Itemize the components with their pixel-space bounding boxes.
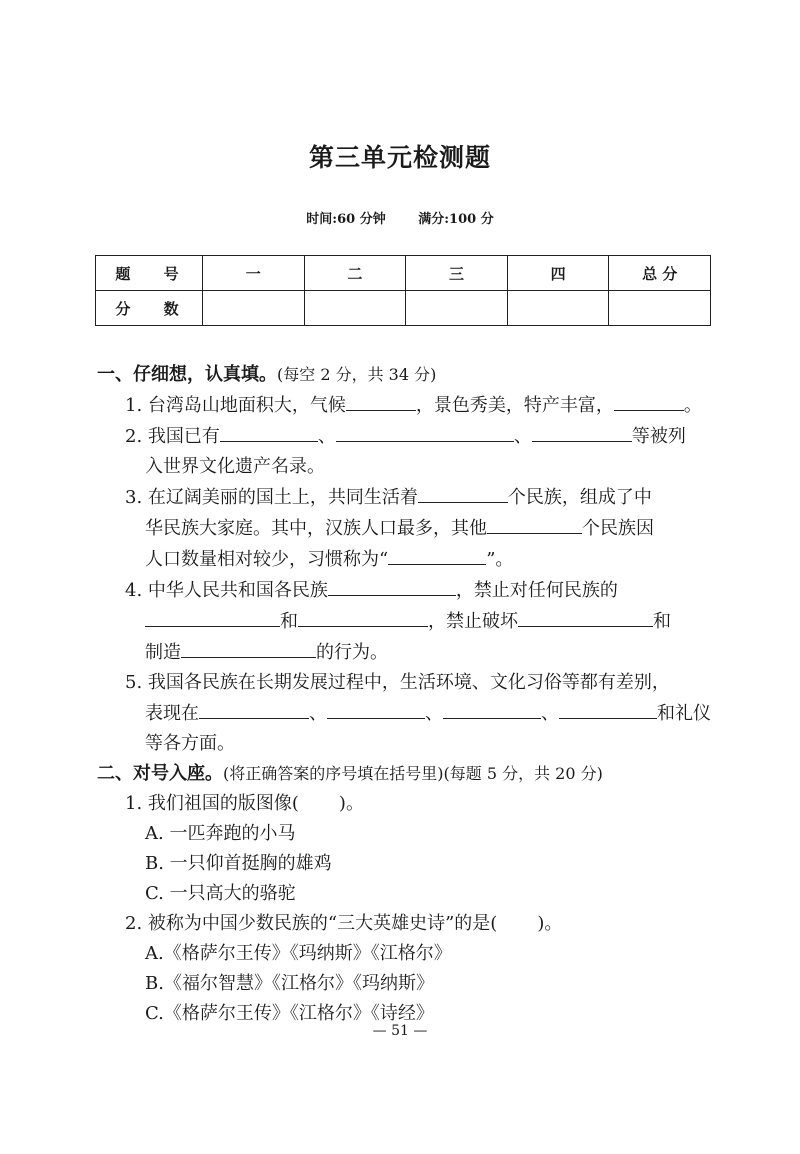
s2-q1-option-a: A. 一匹奔跑的小马	[145, 823, 296, 844]
s1-q5-text-e: 、	[541, 703, 559, 724]
s1-q4-cont1	[97, 606, 722, 637]
s1-q5-text-c: 、	[309, 703, 327, 724]
s2-q1	[97, 789, 722, 819]
s1-q4-text-g: 的行为。	[316, 642, 388, 663]
s1-q2-text-d: 等被列	[631, 426, 686, 447]
score-cell-total: 总 分	[609, 256, 711, 291]
answer-blank[interactable]	[298, 606, 428, 627]
score-cell-3: 三	[406, 256, 508, 291]
exam-meta	[0, 208, 800, 227]
s2-q2	[97, 909, 722, 939]
section2-note: (将正确答案的序号填在括号里)(每题 5 分，共 20 分)	[223, 764, 603, 783]
s1-q1-text-b: ，景色秀美，特产丰富，	[415, 395, 614, 416]
s1-q5-text-d: 、	[425, 703, 443, 724]
s1-q1-text-c: 。	[683, 395, 702, 416]
s2-q1-option-c: C. 一只高大的骆驼	[145, 883, 296, 904]
s2-q1-end: )。	[338, 793, 364, 814]
s1-q4-text-f: 制造	[145, 642, 181, 663]
answer-blank[interactable]	[220, 421, 318, 442]
section1-note: (每空 2 分，共 34 分)	[277, 365, 437, 384]
s1-q1-text-a: 1. 台湾岛山地面积大，气候	[125, 395, 346, 416]
score-input-2[interactable]	[304, 291, 406, 326]
s1-q5-cont2: 等各方面。	[145, 733, 235, 754]
answer-blank[interactable]	[346, 390, 416, 411]
answer-blank[interactable]	[181, 637, 316, 658]
s1-q2-cont: 入世界文化遗产名录。	[145, 456, 325, 477]
s1-q5-cont1	[97, 698, 722, 729]
s1-q3-cont2	[97, 544, 722, 575]
s1-q2-text-b: 、	[317, 426, 336, 447]
answer-blank[interactable]	[418, 482, 508, 503]
score-input-1[interactable]	[203, 291, 305, 326]
s1-q3	[97, 482, 722, 513]
faded-footer-text	[240, 1106, 580, 1116]
score-cell-label: 题 号	[96, 256, 203, 291]
s2-q2-option-a: A.《格萨尔王传》《玛纳斯》《江格尔》	[145, 943, 452, 964]
s1-q2	[97, 421, 722, 452]
page-number: — 51 —	[372, 1023, 428, 1039]
s1-q4-text-c: 和	[280, 611, 298, 632]
s1-q4-text-e: 和	[653, 611, 671, 632]
s2-q2-stem: 2. 被称为中国少数民族的“三大英雄史诗”的是(	[125, 913, 498, 934]
question-content	[97, 360, 722, 1029]
score-row-label: 分 数	[96, 291, 203, 326]
s1-q3-text-c: 华民族大家庭。其中，汉族人口最多，其他	[145, 518, 487, 539]
answer-blank[interactable]	[487, 513, 582, 534]
s2-q1-option-b: B. 一只仰首挺胸的雄鸡	[145, 853, 332, 874]
s1-q3-text-e: 人口数量相对较少，习惯称为“	[145, 549, 389, 570]
s1-q5-text-f: 和礼仪	[657, 703, 711, 724]
s1-q4	[97, 575, 722, 606]
s1-q4-cont2	[97, 637, 722, 668]
s2-q2-option-b: B.《福尔智慧》《江格尔》《玛纳斯》	[145, 973, 434, 994]
s1-q3-text-f: ”。	[486, 549, 514, 570]
answer-blank[interactable]	[532, 421, 632, 442]
s2-q1-stem: 1. 我们祖国的版图像(	[125, 793, 299, 814]
answer-blank[interactable]	[518, 606, 653, 627]
s1-q5-text-b: 表现在	[145, 703, 199, 724]
s1-q3-cont1	[97, 513, 722, 544]
score-cell-2: 二	[304, 256, 406, 291]
exam-time: 时间:60 分钟	[306, 212, 386, 227]
answer-blank[interactable]	[388, 544, 486, 565]
section2-title: 二、对号入座。	[97, 763, 223, 784]
score-table-value-row	[96, 291, 711, 326]
s2-q2-end: )。	[537, 913, 563, 934]
s1-q4-text-a: 4. 中华人民共和国各民族	[125, 580, 328, 601]
section1-heading	[97, 360, 722, 390]
answer-blank[interactable]	[328, 575, 456, 596]
answer-blank[interactable]	[336, 421, 514, 442]
answer-blank[interactable]	[614, 390, 684, 411]
s2-q2-option-c: C.《格萨尔王传》《江格尔》《诗经》	[145, 1003, 434, 1024]
score-input-4[interactable]	[507, 291, 609, 326]
answer-blank[interactable]	[327, 698, 425, 719]
s1-q3-text-b: 个民族，组成了中	[507, 487, 652, 508]
score-table-header-row	[96, 256, 711, 291]
score-table	[95, 255, 711, 326]
s1-q3-text-d: 个民族因	[582, 518, 654, 539]
s1-q2-text-a: 2. 我国已有	[125, 426, 220, 447]
section2-heading	[97, 759, 722, 789]
s1-q4-text-d: ，禁止破坏	[428, 611, 518, 632]
section1-title: 一、仔细想，认真填。	[97, 364, 277, 385]
score-cell-4: 四	[507, 256, 609, 291]
score-cell-1: 一	[203, 256, 305, 291]
s1-q3-text-a: 3. 在辽阔美丽的国土上，共同生活着	[125, 487, 418, 508]
s1-q2-text-c: 、	[513, 426, 532, 447]
s1-q4-text-b: ，禁止对任何民族的	[455, 580, 618, 601]
answer-blank[interactable]	[443, 698, 541, 719]
exam-full-score: 满分:100 分	[418, 212, 494, 227]
s1-q1	[97, 390, 722, 421]
score-input-total[interactable]	[609, 291, 711, 326]
page-title: 第三单元检测题	[308, 143, 491, 172]
answer-blank[interactable]	[199, 698, 309, 719]
s1-q5: 5. 我国各民族在长期发展过程中，生活环境、文化习俗等都有差别，	[125, 672, 670, 693]
answer-blank[interactable]	[145, 606, 280, 627]
answer-blank[interactable]	[559, 698, 657, 719]
score-input-3[interactable]	[406, 291, 508, 326]
